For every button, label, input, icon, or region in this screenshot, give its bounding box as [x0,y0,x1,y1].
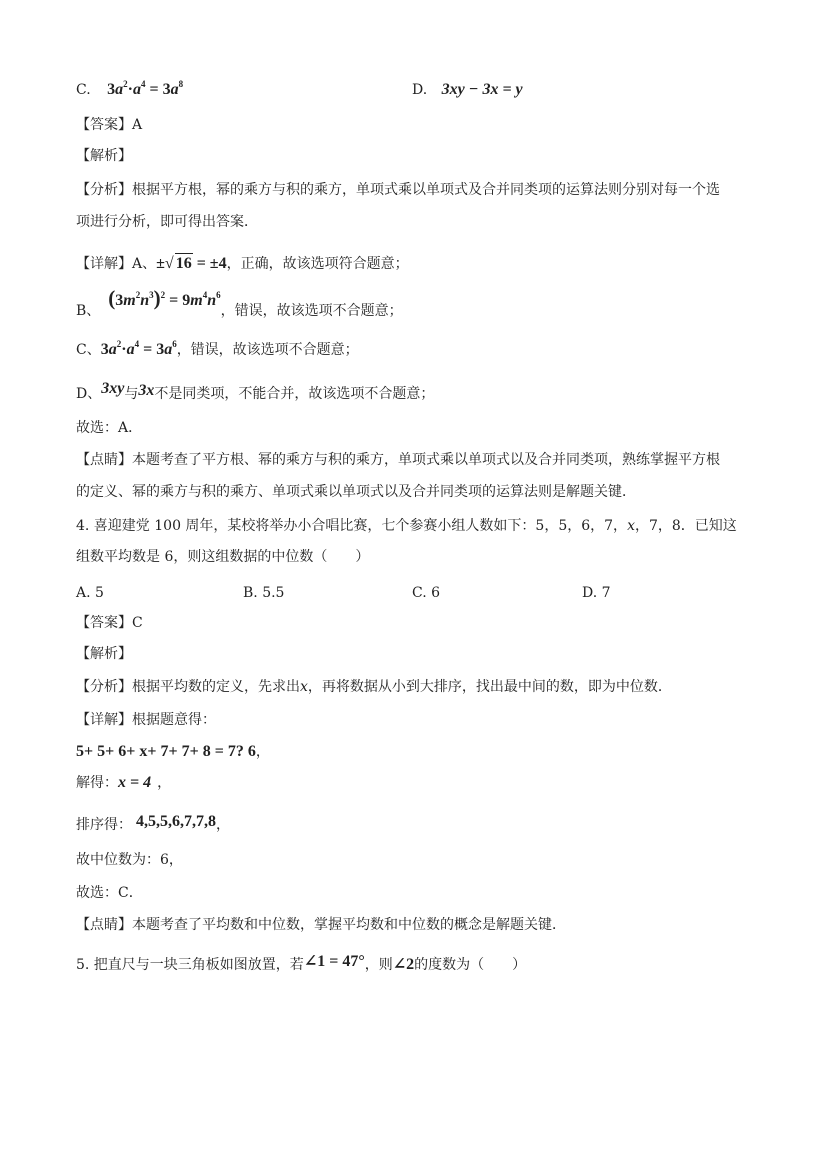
q4-comment: 【点睛】本题考查了平均数和中位数，掌握平均数和中位数的概念是解题关键． [76,917,566,933]
option-c-formula: $3a^2\cdot a^4 = 3a^8$ [107,79,184,98]
angle-2-formula: ∠2 [392,956,415,973]
q4-median: 故中位数为：6， [76,852,183,868]
q4-analysis-heading: 【解析】 [76,646,132,662]
q4-stem-line-2: 组数平均数是 6，则这组数据的中位数（ ） [76,549,370,565]
monomial-formula: $3a^2\cdot a^4 = 3a^6$ [100,339,177,358]
q5-stem: 5. 把直尺与一块三角板如图放置，若∠1 = 47°，则∠2的度数为（ ） [76,953,527,973]
q3-choose: 故选：A． [76,420,143,436]
option-d [412,80,523,100]
option-c-label: C. [76,82,91,98]
sorted-sequence: 4,5,5,6,7,7,8 [136,813,216,830]
q3-comment-line-2: 的定义、幂的乘方与积的乘方、单项式乘以单项式以及合并同类项的运算法则是解题关键． [76,484,636,500]
q4-stem-line-1: 4. 喜迎建党 100 周年，某校将举办小合唱比赛，七个参赛小组人数如下：5，5，6，7，x，7，8．已知这 [76,518,737,534]
q4-option-c: C. 6 [412,585,441,601]
q3-analysis-line-1: 【分析】根据平方根，幂的乘方与积的乘方，单项式乘以单项式及合并同类项的运算法则分别对每一个选 [76,182,720,198]
q4-detail: 【详解】根据题意得： [76,712,216,728]
option-c [76,80,183,100]
power-formula: $(3m^2n^3)^2 = 9m^4n^6$ [108,286,221,310]
q3-comment-line-1: 【点睛】本题考查了平方根、幂的乘方与积的乘方，单项式乘以单项式以及合并同类项，熟练掌握平方根 [76,452,720,468]
q3-analysis-line-2: 项进行分析，即可得出答案． [76,214,258,230]
option-d-formula: 3xy − 3x = y [441,81,523,98]
sum-equation: 5+ 5+ 6+ x+ 7+ 7+ 8 = 7? 6 [76,743,256,760]
q4-answer: 【答案】C [76,615,143,631]
solution-formula: x = 4 [118,774,152,791]
q4-choose: 故选：C． [76,885,143,901]
angle-1-formula: ∠1 = 47° [303,953,365,970]
q3-detail-d: D、3xy与3x不是同类项，不能合并，故该选项不合题意； [76,380,435,402]
q4-solve: 解得：x = 4 ， [76,774,172,791]
option-d-label: D. [412,82,428,98]
term-3x: 3x [138,382,155,399]
q3-analysis-heading: 【解析】 [76,148,132,164]
q4-option-b: B. 5.5 [243,585,285,601]
q3-detail-b: B、$(3m^2n^3)^2 = 9m^4n^6$，错误，故该选项不合题意； [76,286,403,319]
q4-analysis: 【分析】根据平均数的定义，先求出x，再将数据从小到大排序，找出最中间的数，即为中位数． [76,679,672,695]
q3-detail-c: C、$3a^2\cdot a^4 = 3a^6$，错误，故该选项不合题意； [76,339,359,358]
sqrt-formula: ±√ 16 = ±4 [156,255,227,272]
term-3xy: 3xy [101,380,125,397]
q3-detail-a: 【详解】A、±√ 16 = ±4，正确，故该选项符合题意； [76,255,409,272]
q3-answer: 【答案】A [76,117,143,133]
q4-option-a: A. 5 [76,585,104,601]
q4-equation: 5+ 5+ 6+ x+ 7+ 7+ 8 = 7? 6， [76,743,270,760]
q4-sort: 排序得： 4,5,5,6,7,7,8， [76,813,230,833]
q4-option-d: D. 7 [582,585,611,601]
